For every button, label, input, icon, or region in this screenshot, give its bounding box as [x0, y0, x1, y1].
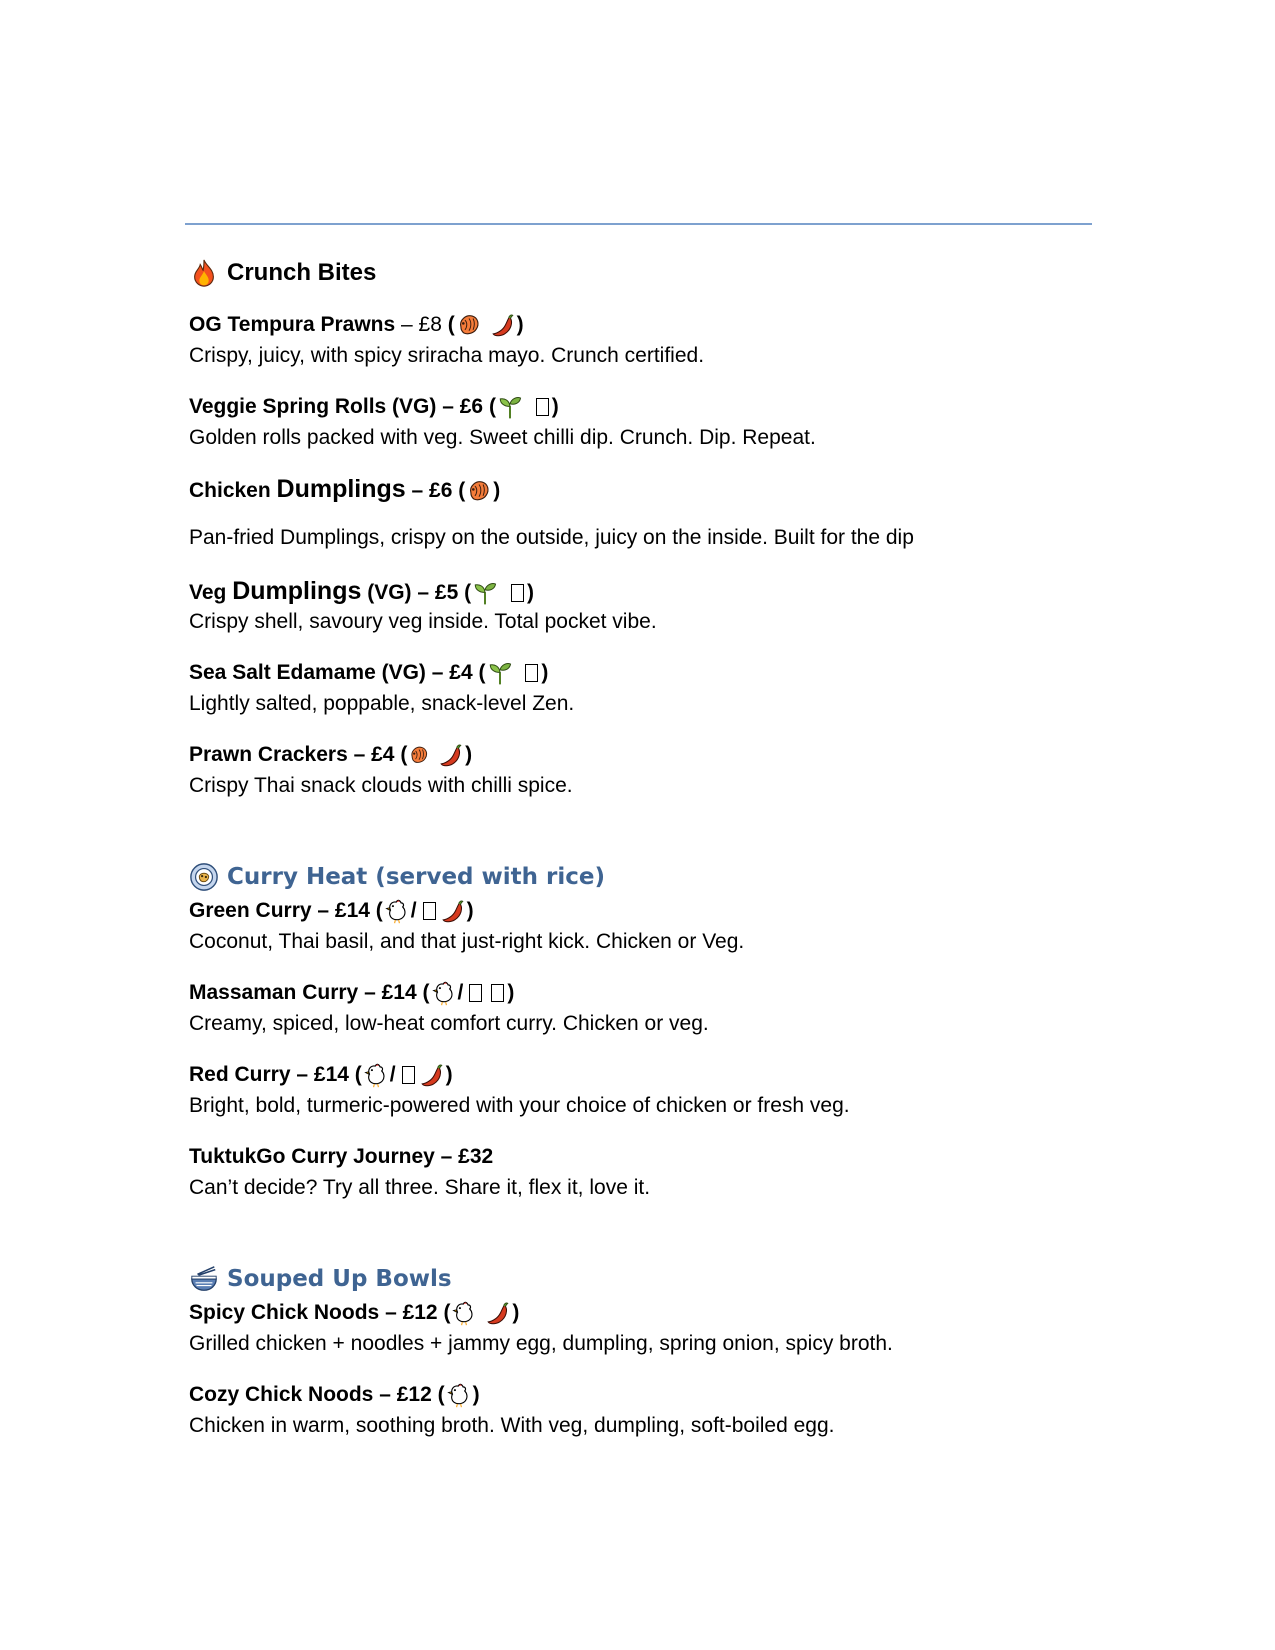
item-price: – £12 [385, 1301, 438, 1324]
header-divider [185, 223, 1092, 225]
chicken-icon [451, 1300, 477, 1326]
chilli-icon [438, 742, 464, 768]
item-title [189, 977, 1089, 1009]
item-price: – £14 [296, 1063, 349, 1086]
shrimp-icon [408, 744, 430, 766]
section-title: Curry Heat (served with rice) [227, 864, 605, 890]
item-price: – £12 [379, 1383, 432, 1406]
menu-item [189, 895, 1089, 957]
item-name: Veggie Spring Rolls (VG) [189, 395, 437, 418]
slash: / [410, 899, 417, 922]
paren-close: ) [541, 661, 549, 684]
item-title [189, 1379, 1089, 1411]
item-price: – £5 [417, 581, 459, 604]
item-price: – £14 [364, 981, 417, 1004]
chicken-icon [446, 1382, 472, 1408]
menu-item [189, 977, 1089, 1039]
chicken-icon [384, 898, 410, 924]
item-description: Golden rolls packed with veg. Sweet chilli dip. Crunch. Dip. Repeat. [189, 426, 816, 449]
paren-open: ( [443, 1301, 451, 1324]
item-title [189, 739, 1089, 771]
item-name: TuktukGo Curry Journey [189, 1145, 435, 1168]
item-description: Coconut, Thai basil, and that just-right kick. Chicken or Veg. [189, 930, 745, 953]
item-price: – £6 [411, 479, 453, 502]
paren-open: ( [354, 1063, 362, 1086]
item-name: Cozy Chick Noods [189, 1383, 374, 1406]
missing-glyph-icon [511, 584, 524, 602]
slash: / [389, 1063, 396, 1086]
item-title [189, 1059, 1089, 1091]
paren-open: ( [375, 899, 383, 922]
paren-close: ) [472, 1383, 480, 1406]
item-title [189, 895, 1089, 927]
item-name: Chicken [189, 479, 277, 502]
item-description: Crispy Thai snack clouds with chilli spice. [189, 774, 573, 797]
menu-item [189, 1141, 1089, 1203]
menu-content [189, 255, 1089, 1461]
seedling-icon [487, 660, 513, 686]
menu-item [189, 1379, 1089, 1441]
missing-glyph-icon [402, 1066, 415, 1084]
section-title: Crunch Bites [227, 259, 377, 286]
item-name: Sea Salt Edamame (VG) [189, 661, 426, 684]
missing-glyph-icon [423, 902, 436, 920]
curry-plate-icon [189, 862, 219, 892]
menu-item [189, 575, 1089, 637]
paren-close: ) [466, 899, 474, 922]
section-heading-crunch-bites [189, 255, 1089, 291]
item-price: – £32 [440, 1145, 494, 1168]
paren-close: ) [507, 981, 515, 1004]
item-name: Spicy Chick Noods [189, 1301, 380, 1324]
chilli-icon [440, 898, 466, 924]
item-description: Lightly salted, poppable, snack-level Zen. [189, 692, 575, 715]
bowl-icon [189, 1264, 219, 1294]
paren-open: ( [478, 661, 486, 684]
item-title [189, 473, 1089, 505]
missing-glyph-icon [469, 984, 482, 1002]
item-title [189, 391, 1089, 423]
section-title: Souped Up Bowls [227, 1266, 452, 1292]
paren-close: ) [445, 1063, 453, 1086]
section-heading-souped-up-bowls [189, 1261, 1089, 1297]
paren-open: ( [447, 313, 455, 336]
chilli-icon [490, 312, 516, 338]
item-title [189, 1297, 1089, 1329]
item-description: Chicken in warm, soothing broth. With veg, dumpling, soft-boiled egg. [189, 1414, 835, 1437]
missing-glyph-icon [491, 984, 504, 1002]
paren-open: ( [488, 395, 496, 418]
item-name-part: (VG) [361, 581, 412, 604]
paren-close: ) [516, 313, 524, 336]
item-title [189, 1141, 1089, 1173]
paren-open: ( [437, 1383, 445, 1406]
item-price: – £4 [353, 743, 395, 766]
paren-close: ) [493, 479, 501, 502]
shrimp-icon [456, 312, 482, 338]
menu-item [189, 657, 1089, 719]
paren-open: ( [400, 743, 408, 766]
menu-item [189, 1059, 1089, 1121]
item-description: Bright, bold, turmeric-powered with your choice of chicken or fresh veg. [189, 1094, 850, 1117]
paren-close: ) [551, 395, 559, 418]
paren-open: ( [422, 981, 430, 1004]
item-name: Massaman Curry [189, 981, 359, 1004]
item-name-part: Dumplings [276, 475, 406, 503]
item-price: – £6 [442, 395, 484, 418]
shrimp-icon [466, 478, 492, 504]
item-name: OG Tempura Prawns [189, 313, 396, 336]
item-name: Prawn Crackers [189, 743, 348, 766]
paren-open: ( [458, 479, 466, 502]
fire-icon [189, 258, 219, 288]
item-title [189, 575, 1089, 607]
paren-close: ) [526, 581, 534, 604]
item-name: Veg [189, 581, 233, 604]
item-price: – £8 [401, 313, 442, 336]
item-name-part: Dumplings [232, 577, 362, 605]
menu-item [189, 391, 1089, 453]
chicken-icon [431, 980, 457, 1006]
item-title [189, 309, 1089, 341]
seedling-icon [497, 394, 523, 420]
menu-item [189, 309, 1089, 371]
menu-item [189, 1297, 1089, 1359]
item-description: Pan-fried Dumplings, crispy on the outside, juicy on the inside. Built for the dip [189, 526, 914, 549]
chilli-icon [419, 1062, 445, 1088]
menu-item [189, 473, 1089, 553]
missing-glyph-icon [525, 664, 538, 682]
item-description: Crispy shell, savoury veg inside. Total pocket vibe. [189, 610, 657, 633]
item-name: Red Curry [189, 1063, 291, 1086]
slash: / [457, 981, 464, 1004]
section-heading-curry-heat [189, 859, 1089, 895]
seedling-icon [472, 580, 498, 606]
item-description: Creamy, spiced, low-heat comfort curry. Chicken or veg. [189, 1012, 709, 1035]
item-title [189, 657, 1089, 689]
item-name: Green Curry [189, 899, 312, 922]
item-description: Grilled chicken + noodles + jammy egg, dumpling, spring onion, spicy broth. [189, 1332, 893, 1355]
paren-close: ) [465, 743, 473, 766]
item-price: – £14 [317, 899, 370, 922]
paren-open: ( [464, 581, 472, 604]
missing-glyph-icon [536, 398, 549, 416]
item-price: – £4 [431, 661, 473, 684]
paren-close: ) [512, 1301, 520, 1324]
item-description: Can’t decide? Try all three. Share it, flex it, love it. [189, 1176, 651, 1199]
menu-item [189, 739, 1089, 801]
chicken-icon [363, 1062, 389, 1088]
item-description: Crispy, juicy, with spicy sriracha mayo. Crunch certified. [189, 344, 705, 367]
chilli-icon [485, 1300, 511, 1326]
